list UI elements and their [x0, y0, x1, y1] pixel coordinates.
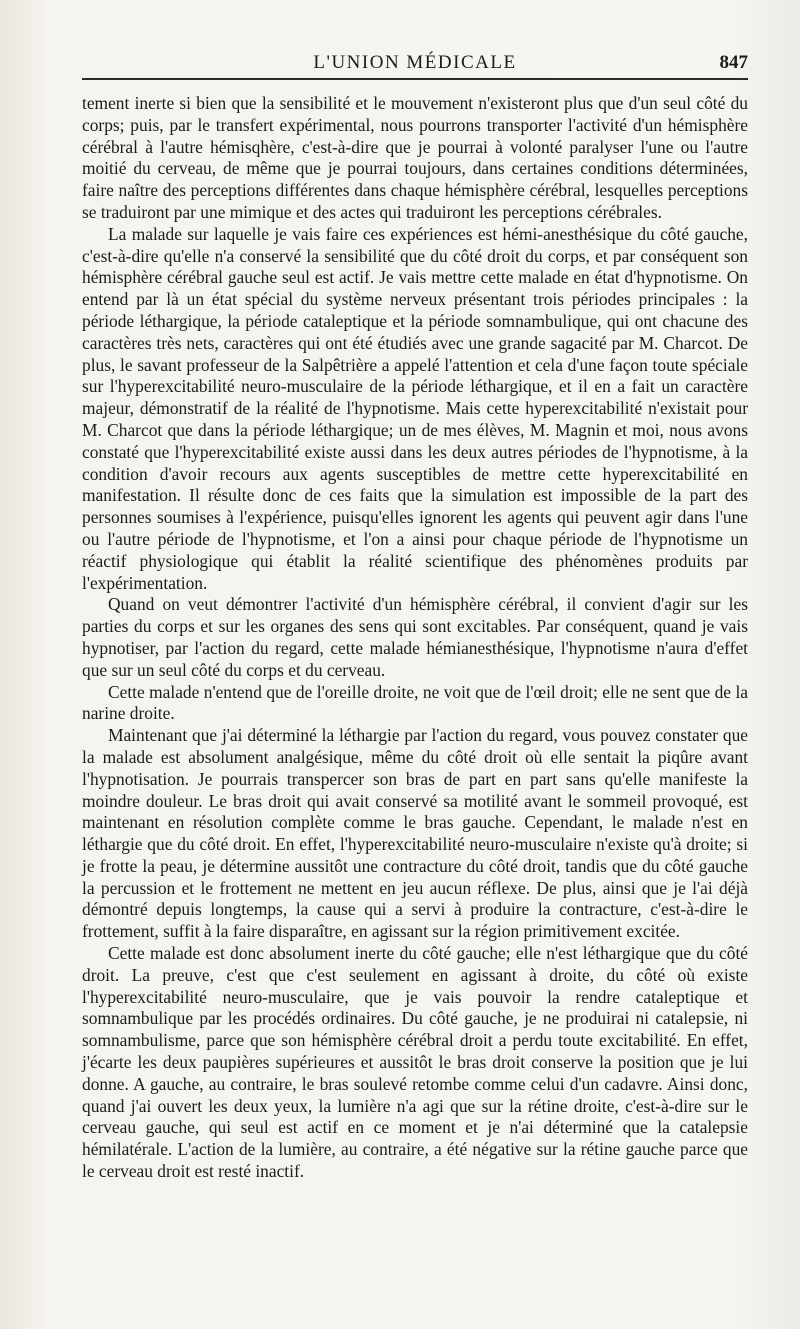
paragraph-1: tement inerte si bien que la sensibilité et le mouvement n'existeront plus que d'un seul côté du corps; puis, par le transfert expérimental, nous pourrons transporter l'activité d'un hémisphère cérébral à l'autre hémisqhère, c'est-à-dire que je pourrai à volonté paralyser l'une ou l'autre moitié du cerveau, de même que je pourrai toujours, dans certaines conditions déterminées, faire naître des perceptions différentes dans chaque hémisphère cérébral, lesquelles perceptions se traduiront par une mimique et des actes qui traduiront les perceptions cérébrales.	[82, 93, 748, 222]
page-number: 847	[719, 52, 748, 73]
page-header	[82, 48, 748, 80]
paragraph-3: Quand on veut démontrer l'activité d'un hémisphère cérébral, il convient d'agir sur les parties du corps et sur les organes des sens qui sont excitables. Par conséquent, quand je vais hypnotiser, par l'action du regard, cette malade hémianesthésique, l'hypnotisme n'aura d'effet que sur un seul côté du corps et du cerveau.	[82, 594, 748, 680]
paragraph-5: Maintenant que j'ai déterminé la léthargie par l'action du regard, vous pouvez constater que la malade est absolument analgésique, même du côté droit où elle sentait la piqûre avant l'hypnotisation. Je pourrais transpercer son bras de part en part sans qu'elle manifeste la moindre douleur. Le bras droit qui avait conservé sa motilité avant le sommeil provoqué, est maintenant en résolution complète comme le bras gauche. Cependant, le malade n'est en léthargie que du côté droit. En effet, l'hyperexcitabilité neuro-musculaire n'existe qu'à droite; si je frotte la peau, je détermine aussitôt une contracture du côté droit, tandis que du côté gauche la percussion et le frottement ne mettent en jeu aucun réflexe. De plus, ainsi que je l'ai déjà démontré depuis longtemps, la cause qui a servi à produire la contracture, c'est-à-dire le frottement, suffit à la faire disparaître, en agissant sur la région primitivement excitée.	[82, 725, 748, 942]
paragraph-4: Cette malade n'entend que de l'oreille droite, ne voit que de l'œil droit; elle ne sent que de la narine droite.	[82, 681, 748, 724]
paragraph-2: La malade sur laquelle je vais faire ces expériences est hémi-anesthésique du côté gauche, c'est-à-dire qu'elle n'a conservé la sensibilité que du côté droit du corps, et par conséquent son hémisphère cérébral gauche seul est actif. Je vais mettre cette malade en état d'hypnotisme. On entend par là un état spécial du système nerveux présentant trois périodes principales : la période léthargique, la période cataleptique et la période somnambulique, qui ont chacune des caractères très nets, caractères qui ont été étudiés avec une grande sagacité par M. Charcot. De plus, le savant professeur de la Salpêtrière a appelé l'attention et cela d'une façon toute spéciale sur l'hyperexcitabilité neuro-musculaire de la période léthargique, et il en a fait un caractère majeur, démonstratif de la réalité de l'hypnotisme. Mais cette hyperexcitabilité n'existait pour M. Charcot que dans la période léthargique; un de mes élèves, M. Magnin et moi, nous avons constaté que l'hyperexcitabilité existe aussi dans les deux autres périodes de l'hypnotisme, à la condition d'avoir recours aux agents susceptibles de mettre cette hyperexcitabilité en manifestation. Il résulte donc de ces faits que la simulation est impossible de la part des personnes soumises à l'expérience, puisqu'elles ignorent les agents qui peuvent agir dans l'une ou l'autre période de l'hypnotisme, et l'on a ainsi pour chaque période de l'hypnotisme un réactif physiologique qui établit la réalité scientifique des phénomènes produits par l'expérimentation.	[82, 223, 748, 593]
paragraph-6: Cette malade est donc absolument inerte du côté gauche; elle n'est léthargique que du côté droit. La preuve, c'est que c'est seulement en agissant à droite, du côté où existe l'hyperexcitabilité neuro-musculaire, que je vais pouvoir la rendre cataleptique et somnambulique par les procédés ordinaires. Du côté gauche, je ne produirai ni catalepsie, ni somnambulisme, parce que son hémisphère cérébral droit a perdu toute excitabilité. En effet, j'écarte les deux paupières supérieures et aussitôt le bras droit conserve la position que je lui donne. A gauche, au contraire, le bras soulevé retombe comme celui d'un cadavre. Ainsi donc, quand j'ai ouvert les deux yeux, la lumière n'a agi que sur la rétine droite, c'est-à-dire sur le cerveau gauche, qui seul est actif en ce moment et je n'ai déterminé que la catalepsie hémilatérale. L'action de la lumière, au contraire, a été négative sur la rétine gauche parce que le cerveau droit est resté inactif.	[82, 943, 748, 1182]
body-text	[82, 93, 748, 1183]
running-title: L'UNION MÉDICALE	[313, 52, 517, 73]
